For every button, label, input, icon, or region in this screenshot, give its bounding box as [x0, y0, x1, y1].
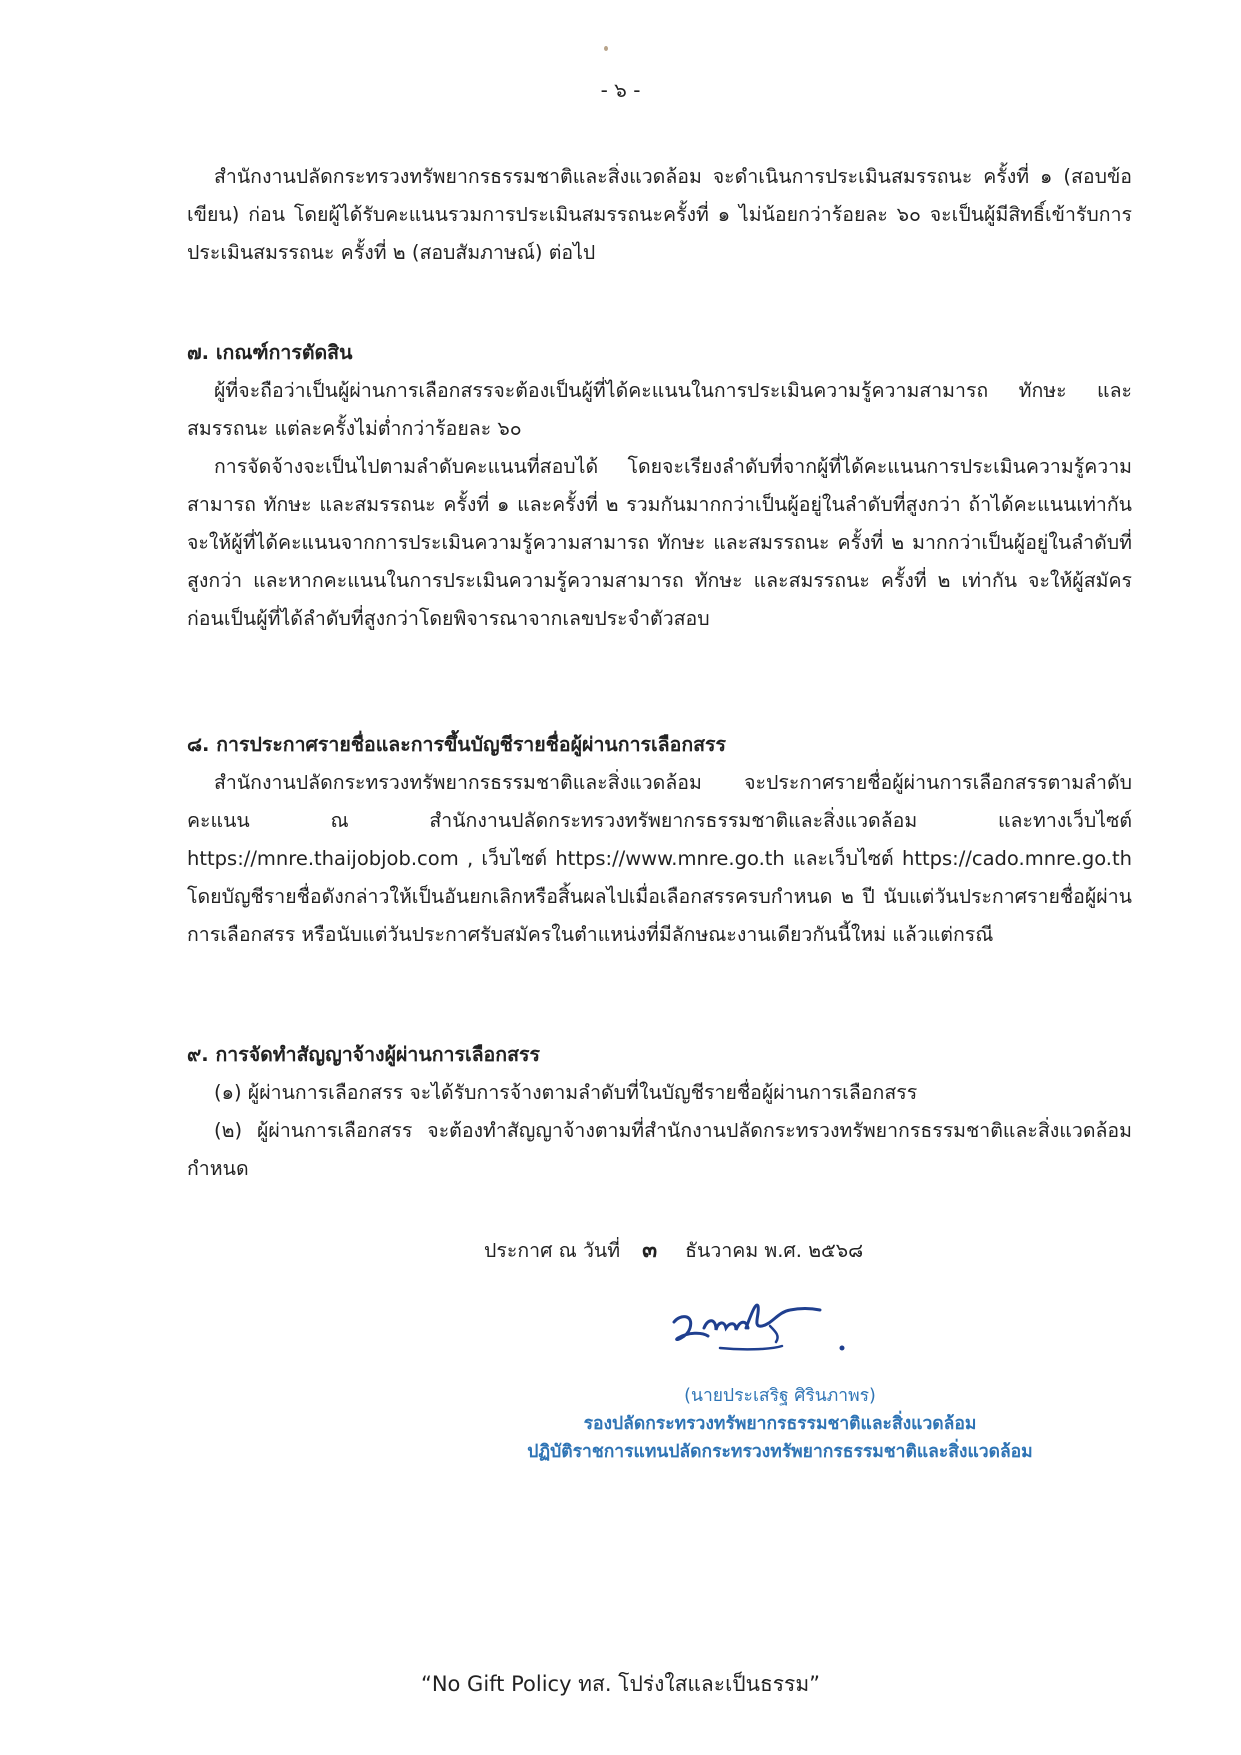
- section-7: [187, 334, 1132, 638]
- page-number: - ๖ -: [600, 78, 641, 102]
- announcement-day: ๓: [642, 1238, 658, 1263]
- announcement-month-year: ธันวาคม พ.ศ. ๒๕๖๘: [685, 1239, 864, 1262]
- announcement-date: [484, 1232, 863, 1267]
- section-8-para-1: สำนักงานปลัดกระทรวงทรัพยากรธรรมชาติและสิ่งแวดล้อม จะประกาศรายชื่อผู้ผ่านการเลือกสรรตามลำดับคะแนน ณ สำนักงานปลัดกระทรวงทรัพยากรธรรมชาติและสิ่งแวดล้อม และทางเว็บไซต์ https://mnre.thaijobjob.com , เว็บไซต์ https://www.mnre.go.th และเว็บไซต์ https://cado.mnre.go.th โดยบัญชีรายชื่อดังกล่าวให้เป็นอันยกเลิกหรือสิ้นผลไปเมื่อเลือกสรรครบกำหนด ๒ ปี นับแต่วันประกาศรายชื่อผู้ผ่านการเลือกสรร หรือนับแต่วันประกาศรับสมัครในตำแหน่งที่มีลักษณะงานเดียวกันนี้ใหม่ แล้วแต่กรณี: [187, 771, 1132, 946]
- section-7-heading: ๗. เกณฑ์การตัดสิน: [187, 341, 353, 364]
- signer-name: (นายประเสริฐ ศิรินภาพร): [684, 1386, 876, 1406]
- signer-block: [490, 1382, 1070, 1466]
- section-8-heading: ๘. การประกาศรายชื่อและการขึ้นบัญชีรายชื่อผู้ผ่านการเลือกสรร: [187, 733, 726, 756]
- section-9-item-2: (๒) ผู้ผ่านการเลือกสรร จะต้องทำสัญญาจ้างตามที่สำนักงานปลัดกระทรวงทรัพยากรธรรมชาติและสิ่งแวดล้อมกำหนด: [187, 1119, 1132, 1180]
- section-9-heading: ๙. การจัดทำสัญญาจ้างผู้ผ่านการเลือกสรร: [187, 1043, 540, 1066]
- footer-slogan: “No Gift Policy ทส. โปร่งใสและเป็นธรรม”: [420, 1672, 821, 1696]
- section-7-para-1: ผู้ที่จะถือว่าเป็นผู้ผ่านการเลือกสรรจะต้องเป็นผู้ที่ได้คะแนนในการประเมินความรู้ความสามารถ ทักษะ และสมรรถนะ แต่ละครั้งไม่ต่ำกว่าร้อยละ ๖๐: [187, 379, 1132, 440]
- section-7-para-2: การจัดจ้างจะเป็นไปตามลำดับคะแนนที่สอบได้ โดยจะเรียงลำดับที่จากผู้ที่ได้คะแนนการประเมินความรู้ความสามารถ ทักษะ และสมรรถนะ ครั้งที่ ๑ และครั้งที่ ๒ รวมกันมากกว่าเป็นผู้อยู่ในลำดับที่สูงกว่า ถ้าได้คะแนนเท่ากัน จะให้ผู้ที่ได้คะแนนจากการประเมินความรู้ความสามารถ ทักษะ และสมรรถนะ ครั้งที่ ๒ มากกว่าเป็นผู้อยู่ในลำดับที่สูงกว่า และหากคะแนนในการประเมินความรู้ความสามารถ ทักษะ และสมรรถนะ ครั้งที่ ๒ เท่ากัน จะให้ผู้สมัครก่อนเป็นผู้ที่ได้ลำดับที่สูงกว่าโดยพิจารณาจากเลขประจำตัวสอบ: [187, 455, 1132, 630]
- section-8: [187, 726, 1132, 954]
- signature-image: [660, 1292, 870, 1362]
- scan-speck: [604, 46, 608, 51]
- section-9: [187, 1036, 1132, 1188]
- section-9-item-1: (๑) ผู้ผ่านการเลือกสรร จะได้รับการจ้างตามลำดับที่ในบัญชีรายชื่อผู้ผ่านการเลือกสรร: [214, 1081, 918, 1104]
- signer-position-2: ปฏิบัติราชการแทนปลัดกระทรวงทรัพยากรธรรมชาติและสิ่งแวดล้อม: [527, 1442, 1033, 1462]
- intro-section: [187, 158, 1132, 272]
- intro-paragraph: สำนักงานปลัดกระทรวงทรัพยากรธรรมชาติและสิ่งแวดล้อม จะดำเนินการประเมินสมรรถนะ ครั้งที่ ๑ (สอบข้อเขียน) ก่อน โดยผู้ได้รับคะแนนรวมการประเมินสมรรถนะครั้งที่ ๑ ไม่น้อยกว่าร้อยละ ๖๐ จะเป็นผู้มีสิทธิ์เข้ารับการประเมินสมรรถนะ ครั้งที่ ๒ (สอบสัมภาษณ์) ต่อไป: [187, 165, 1132, 264]
- announcement-prefix: ประกาศ ณ วันที่: [484, 1239, 621, 1262]
- signer-position-1: รองปลัดกระทรวงทรัพยากรธรรมชาติและสิ่งแวดล้อม: [583, 1414, 977, 1434]
